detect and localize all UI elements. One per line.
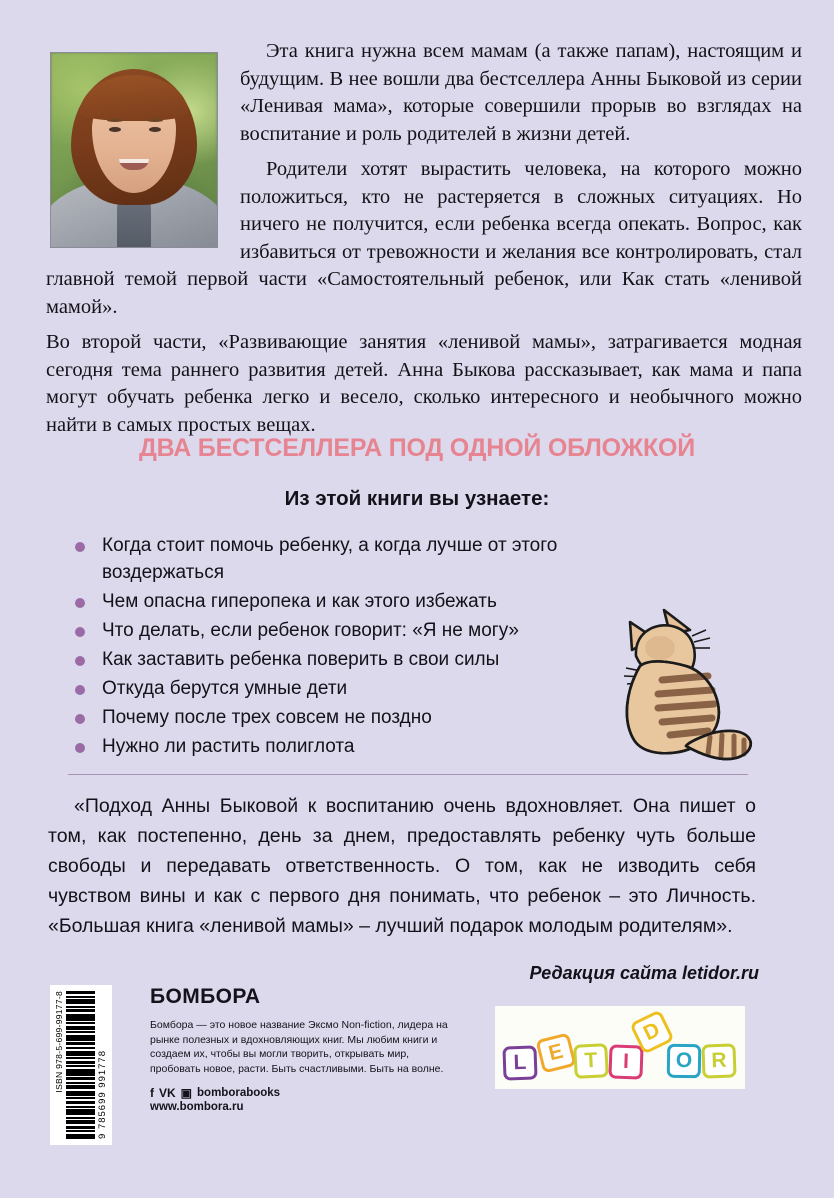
quote-attribution: Редакция сайта letidor.ru	[529, 963, 759, 983]
publisher-block	[150, 985, 450, 1113]
bullet-dot-icon	[75, 714, 85, 724]
letidor-block-r: R	[701, 1043, 736, 1078]
list-item-label: Что делать, если ребенок говорит: «Я не могу»	[102, 619, 519, 641]
pink-heading: ДВА БЕСТСЕЛЛЕРА ПОД ОДНОЙ ОБЛОЖКОЙ	[138, 434, 696, 462]
quote-text: «Подход Анны Быковой к воспитанию очень вдохновляет. Она пишет о том, как постепенно, день за днем, предоставлять ребенку чуть больше свободы и передавать ответственность. О том, как не изводить себя чувством вины и как с первого дня понимать, что ребенок – это Личность. «Большая книга «ленивой мамы» – лучший подарок молодым родителям».	[48, 795, 756, 937]
list-item-label: Как заставить ребенка поверить в свои силы	[102, 648, 500, 670]
letidor-logo	[495, 1006, 745, 1089]
bullet-list	[72, 533, 632, 763]
publisher-description: Бомбора — это новое название Эксмо Non-fiction, лидера на рынке полезных и вдохновляющих книг. Мы любим книги и создаем их, чтобы вы могли творить, открывать мир, пробовать новое, расти. Быть счастливыми. Быть на волне.	[150, 1019, 448, 1075]
list-item	[72, 676, 632, 703]
publisher-name: БОМБОРА	[150, 985, 261, 1008]
publisher-website[interactable]: www.bombora.ru	[150, 1101, 244, 1113]
isbn-label: ISBN 978-5-699-99177-8	[54, 991, 64, 1093]
facebook-icon[interactable]: f	[150, 1086, 154, 1100]
intro-paragraph-3: Во второй части, «Развивающие занятия «ленивой мамы», затрагивается модная сегодня тема раннего развития детей. Анна Быкова рассказывает, как мама и папа могут обучать ребенка легко и весело, сколько интересного и необычного можно найти в самых простых вещах.	[46, 331, 802, 436]
photo-eye-right	[149, 127, 161, 132]
cat-icon	[608, 604, 778, 772]
photo-brow-left	[107, 119, 123, 122]
vk-icon[interactable]: VK	[159, 1086, 176, 1100]
sub-heading: Из этой книги вы узнаете:	[284, 487, 550, 510]
letidor-block-d: D	[629, 1009, 674, 1054]
letidor-block-e: E	[535, 1032, 576, 1073]
bullet-dot-icon	[75, 685, 85, 695]
photo-eye-left	[109, 127, 121, 132]
letidor-block-o: O	[667, 1044, 702, 1079]
bullet-dot-icon	[75, 743, 85, 753]
letidor-block-t: T	[573, 1043, 609, 1079]
barcode-digits: 9 785699 991778	[97, 1050, 108, 1139]
list-item-label: Когда стоит помочь ребенку, а когда лучше от этого воздержаться	[102, 535, 558, 583]
list-item-label: Откуда берутся умные дети	[102, 677, 348, 699]
author-photo	[50, 52, 218, 248]
bullet-dot-icon	[75, 598, 85, 608]
publisher-social-handle: bomborabooks	[197, 1087, 281, 1099]
photo-brow-right	[147, 119, 163, 122]
publisher-social	[150, 1087, 450, 1099]
bullet-dot-icon	[75, 656, 85, 666]
list-item-label: Чем опасна гиперопека и как этого избежать	[102, 590, 497, 612]
intro-paragraph-1: Эта книга нужна всем мамам (а также папам), настоящим и будущим. В нее вошли два бестселлера Анны Быковой из серии «Ленивая мама», которые совершили прорыв во взглядах на воспитание и роль родителей в жизни детей.	[240, 40, 802, 145]
list-item	[72, 705, 632, 732]
cat-illustration	[608, 604, 778, 772]
divider	[68, 774, 748, 775]
intro-paragraph-2: Родители хотят вырастить человека, на которого можно положиться, кто не растеряется в сложных ситуациях. Но ничего не получится, если ребенка всегда опекать. Вопрос, как избавиться от тревожности и желания все контролировать, стал главной темой первой части «Самостоятельный ребенок, или Как стать «ленивой мамой».	[46, 158, 802, 318]
bullet-dot-icon	[75, 542, 85, 552]
barcode-bars	[66, 991, 95, 1139]
list-item-label: Нужно ли растить полиглота	[102, 735, 355, 757]
barcode	[50, 985, 112, 1145]
list-item-label: Почему после трех совсем не поздно	[102, 706, 432, 728]
letidor-block-l: L	[502, 1045, 537, 1080]
list-item	[72, 618, 632, 645]
bullet-dot-icon	[75, 627, 85, 637]
instagram-icon[interactable]: ▣	[180, 1086, 193, 1100]
list-item	[72, 533, 632, 586]
letidor-block-i: I	[608, 1044, 643, 1079]
list-item	[72, 647, 632, 674]
intro-block	[46, 38, 802, 447]
list-item	[72, 589, 632, 616]
list-item	[72, 734, 632, 761]
